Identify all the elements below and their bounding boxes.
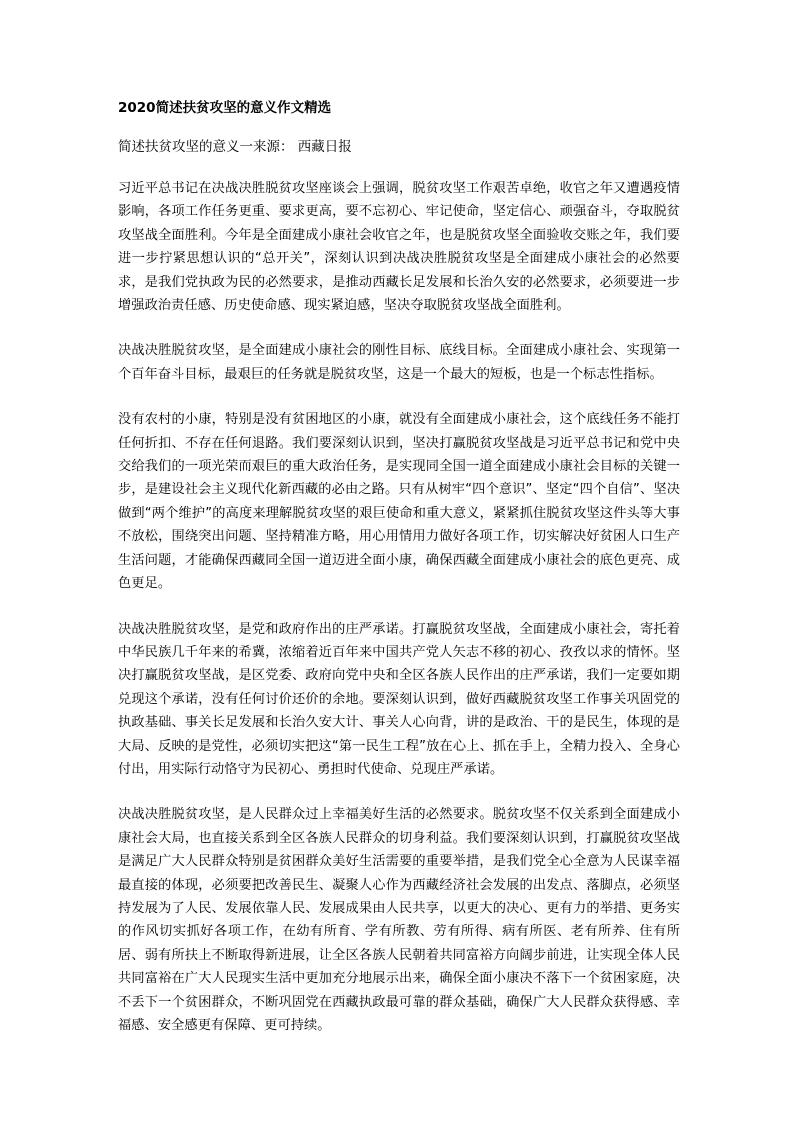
paragraph-1: 习近平总书记在决战决胜脱贫攻坚座谈会上强调，脱贫攻坚工作艰苦卓绝，收官之年又遭遇疫情影响，各项工作任务更重、要求更高，要不忘初心、牢记使命，坚定信心、顽强奋斗，夺取脱贫攻坚战全面胜利。今年是全面建成小康社会收官之年，也是脱贫攻坚全面验收交账之年，我们要进一步拧紧思想认识的“总开关”，深刻认识到决战决胜脱贫攻坚是全面建成小康社会的必然要求，是我们党执政为民的必然要求，是推动西藏长足发展和长治久安的必然要求，必须要进一步增强政治责任感、历史使命感、现实紧迫感，坚决夺取脱贫攻坚战全面胜利。: [118, 181, 680, 314]
paragraph-5: 决战决胜脱贫攻坚，是人民群众过上幸福美好生活的必然要求。脱贫攻坚不仅关系到全面建成小康社会大局，也直接关系到全区各族人民群众的切身利益。我们要深刻认识到，打赢脱贫攻坚战是满足广大人民群众特别是贫困群众美好生活需要的重要举措，是我们党全心全意为人民谋幸福最直接的体现，必须要把改善民生、凝聚人心作为西藏经济社会发展的出发点、落脚点，必须坚持发展为了人民、发展依靠人民、发展成果由人民共享，以更大的决心、更有力的举措、更务实的作风切实抓好各项工作，在幼有所育、学有所教、劳有所得、病有所医、老有所养、住有所居、弱有所扶上不断取得新进展，让全区各族人民朝着共同富裕方向阔步前进，让实现全体人民共同富裕在广大人民现实生活中更加充分地展示出来，确保全面小康决不落下一个贫困家庭，决不丢下一个贫困群众，不断巩固党在西藏执政最可靠的群众基础，确保广大人民群众获得感、幸福感、安全感更有保障、更可持续。: [118, 807, 680, 1033]
paragraph-2: 决战决胜脱贫攻坚，是全面建成小康社会的刚性目标、底线目标。全面建成小康社会、实现第一个百年奋斗目标，最艰巨的任务就是脱贫攻坚，这是一个最大的短板，也是一个标志性指标。: [118, 343, 680, 382]
source-line: 简述扶贫攻坚的意义一来源： 西藏日报: [118, 139, 352, 155]
document-title: 2020简述扶贫攻坚的意义作文精选: [118, 100, 332, 116]
paragraph-3: 没有农村的小康，特别是没有贫困地区的小康，就没有全面建成小康社会，这个底线任务不能打任何折扣、不存在任何退路。我们要深刻认识到，坚决打赢脱贫攻坚战是习近平总书记和党中央交给我们的一项光荣而艰巨的重大政治任务，是实现同全国一道全面建成小康社会目标的关键一步，是建设社会主义现代化新西藏的必由之路。只有从树牢“四个意识”、坚定“四个自信”、坚决做到“两个维护”的高度来理解脱贫攻坚的艰巨使命和重大意义，紧紧抓住脱贫攻坚这件头等大事不放松，围绕突出问题、坚持精准方略，用心用情用力做好各项工作，切实解决好贫困人口生产生活问题，才能确保西藏同全国一道迈进全面小康，确保西藏全面建成小康社会的底色更亮、成色更足。: [118, 412, 680, 592]
paragraph-4: 决战决胜脱贫攻坚，是党和政府作出的庄严承诺。打赢脱贫攻坚战，全面建成小康社会，寄托着中华民族几千年来的希冀，浓缩着近百年来中国共产党人矢志不移的初心、孜孜以求的情怀。坚决打赢脱贫攻坚战，是区党委、政府向党中央和全区各族人民作出的庄严承诺，我们一定要如期兑现这个承诺，没有任何讨价还价的余地。要深刻认识到，做好西藏脱贫攻坚工作事关巩固党的执政基础、事关长足发展和长治久安大计、事关人心向背，讲的是政治、干的是民生，体现的是大局、反映的是党性，必须切实把这“第一民生工程”放在心上、抓在手上，全精力投入、全身心付出，用实际行动恪守为民初心、勇担时代使命、兑现庄严承诺。: [118, 621, 680, 777]
document-page: [118, 98, 680, 1059]
